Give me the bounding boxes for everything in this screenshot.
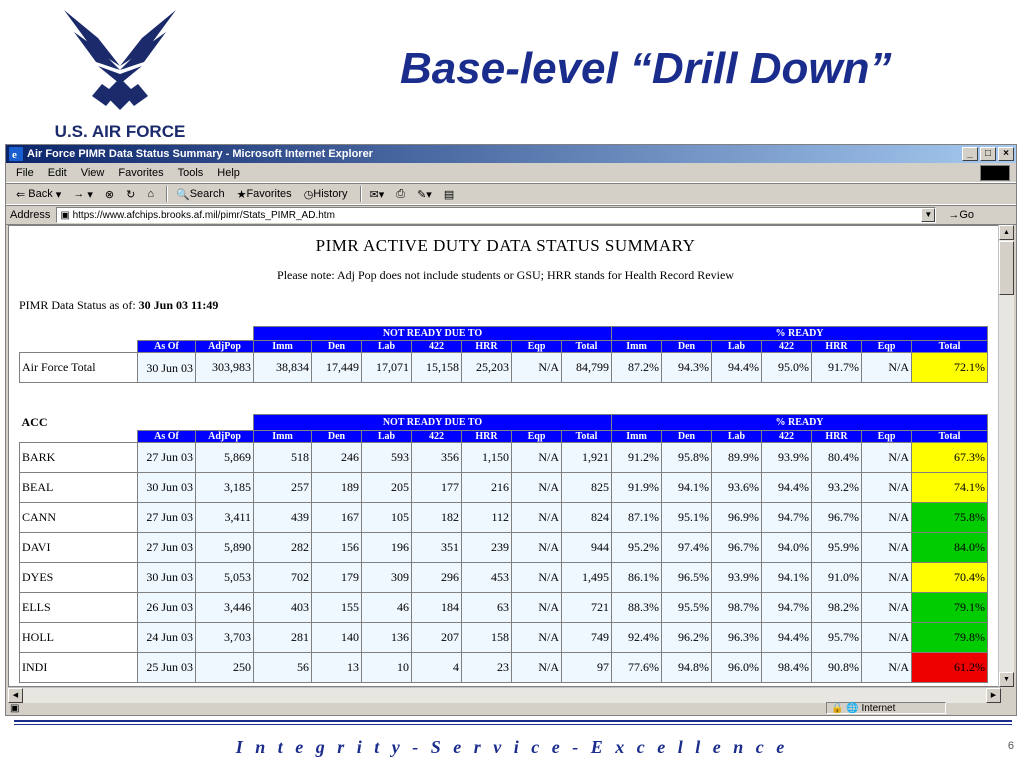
row-name: ELLS (20, 592, 138, 622)
column-header: Lab (712, 430, 762, 442)
data-cell: 96.5% (662, 562, 712, 592)
row-as-of: 25 Jun 03 (138, 652, 196, 682)
print-icon[interactable]: ⎙ (396, 187, 406, 200)
url-dropdown-icon[interactable]: ▼ (921, 208, 935, 222)
table-row (20, 652, 988, 682)
data-cell: 87.1% (612, 502, 662, 532)
data-cell: 80.4% (812, 442, 862, 472)
data-cell: 94.0% (762, 532, 812, 562)
data-cell: 189 (312, 472, 362, 502)
data-cell: 92.4% (612, 622, 662, 652)
data-cell: 46 (362, 592, 412, 622)
data-cell: 63 (462, 592, 512, 622)
table-row (20, 472, 988, 502)
data-cell: N/A (862, 592, 912, 622)
data-cell: 98.7% (712, 592, 762, 622)
data-cell: 1,150 (462, 442, 512, 472)
slide-title: Base-level “Drill Down” (400, 44, 892, 93)
data-cell: 91.9% (612, 472, 662, 502)
data-cell: 93.6% (712, 472, 762, 502)
menu-bar (6, 163, 1016, 183)
menu-help[interactable]: Help (217, 166, 240, 179)
data-cell: 944 (562, 532, 612, 562)
data-cell: 177 (412, 472, 462, 502)
header-not-ready-due-to: NOT READY DUE TO (254, 415, 612, 431)
forward-button[interactable]: → ▾ (73, 188, 93, 201)
data-cell: N/A (862, 502, 912, 532)
data-cell: 86.1% (612, 562, 662, 592)
column-header: Total (912, 341, 988, 353)
data-cell: 184 (412, 592, 462, 622)
menu-tools[interactable]: Tools (177, 166, 204, 179)
table-row (20, 562, 988, 592)
data-cell: 94.7% (762, 592, 812, 622)
data-cell: 309 (362, 562, 412, 592)
total-ready-cell: 70.4% (912, 562, 988, 592)
column-header: Lab (712, 341, 762, 353)
title-bar (6, 145, 1016, 163)
column-header: Den (662, 430, 712, 442)
total-ready-cell: 74.1% (912, 472, 988, 502)
restore-button[interactable]: □ (980, 147, 996, 161)
page-note: Please note: Adj Pop does not include students or GSU; HRR stands for Health Record Review (277, 268, 734, 282)
close-button[interactable]: × (998, 147, 1014, 161)
data-cell: N/A (512, 472, 562, 502)
data-cell: 77.6% (612, 652, 662, 682)
data-cell: 95.2% (612, 532, 662, 562)
hap-arnold-wings-icon (62, 8, 178, 112)
column-header: 422 (412, 341, 462, 353)
data-cell: N/A (862, 472, 912, 502)
data-cell: 5,869 (196, 442, 254, 472)
logo-text: U.S. AIR FORCE (54, 122, 186, 141)
data-cell: 356 (412, 442, 462, 472)
data-cell: 439 (254, 502, 312, 532)
data-cell: N/A (512, 502, 562, 532)
table-row (20, 353, 988, 383)
page-title: PIMR ACTIVE DUTY DATA STATUS SUMMARY (315, 236, 696, 255)
row-as-of: 27 Jun 03 (138, 502, 196, 532)
row-name: HOLL (20, 622, 138, 652)
scroll-right-icon[interactable]: ▶ (986, 688, 1001, 703)
page-viewport (8, 225, 1001, 687)
data-cell: 93.9% (762, 442, 812, 472)
data-cell: 825 (562, 472, 612, 502)
row-name: CANN (20, 502, 138, 532)
go-button[interactable]: →Go (948, 209, 975, 221)
column-header: Eqp (512, 430, 562, 442)
lock-icon: 🔒 (831, 702, 847, 714)
scroll-thumb[interactable] (999, 241, 1014, 295)
total-ready-cell: 72.1% (912, 353, 988, 383)
data-status-line: PIMR Data Status as of: 30 Jun 03 11:49 (19, 298, 219, 312)
column-header: Eqp (862, 341, 912, 353)
data-cell: 257 (254, 472, 312, 502)
data-cell: 91.0% (812, 562, 862, 592)
toolbar (6, 183, 1016, 205)
data-cell: 89.9% (712, 442, 762, 472)
data-cell: 93.2% (812, 472, 862, 502)
data-cell: 93.9% (712, 562, 762, 592)
column-header: Lab (362, 341, 412, 353)
browser-window (5, 144, 1017, 716)
column-header: Lab (362, 430, 412, 442)
data-cell: 94.7% (762, 502, 812, 532)
data-cell: 136 (362, 622, 412, 652)
data-cell: 1,495 (562, 562, 612, 592)
globe-icon: 🌐 (846, 702, 862, 714)
row-as-of: 30 Jun 03 (138, 562, 196, 592)
refresh-icon[interactable]: ↻ (126, 188, 136, 201)
column-header: Imm (612, 430, 662, 442)
section-label: ACC (20, 415, 254, 431)
table-row (20, 442, 988, 472)
data-cell: 167 (312, 502, 362, 532)
column-header: HRR (812, 430, 862, 442)
data-cell: 155 (312, 592, 362, 622)
data-cell: 3,703 (196, 622, 254, 652)
menu-file[interactable]: File (16, 166, 34, 179)
stop-icon[interactable]: ⊗ (104, 188, 115, 201)
data-cell: 593 (362, 442, 412, 472)
data-cell: 296 (412, 562, 462, 592)
scroll-left-icon[interactable]: ◀ (8, 688, 23, 703)
footer-rule-thin (14, 724, 1012, 725)
data-cell: 96.9% (712, 502, 762, 532)
data-cell: 96.3% (712, 622, 762, 652)
column-header: HRR (462, 341, 512, 353)
data-cell: 94.1% (662, 472, 712, 502)
usaf-logo (40, 8, 200, 141)
data-cell: 721 (562, 592, 612, 622)
data-cell: 94.1% (762, 562, 812, 592)
data-cell: N/A (512, 562, 562, 592)
data-cell: 95.9% (812, 532, 862, 562)
data-cell: 95.5% (662, 592, 712, 622)
data-cell: 94.4% (762, 472, 812, 502)
column-header: 422 (412, 430, 462, 442)
column-header: AdjPop (196, 430, 254, 442)
address-bar (6, 205, 1016, 225)
header-not-ready-due-to: NOT READY DUE TO (254, 327, 612, 341)
column-header: Imm (612, 341, 662, 353)
url-text: https://www.afchips.brooks.af.mil/pimr/Stats_PIMR_AD.htm (72, 209, 335, 221)
header-pct-ready: % READY (612, 415, 988, 431)
data-cell: N/A (512, 652, 562, 682)
row-as-of: 24 Jun 03 (138, 622, 196, 652)
data-cell: 518 (254, 442, 312, 472)
menu-view[interactable]: View (80, 166, 105, 179)
data-cell: 158 (462, 622, 512, 652)
data-cell: 182 (412, 502, 462, 532)
minimize-button[interactable]: _ (962, 147, 978, 161)
data-cell: 3,185 (196, 472, 254, 502)
data-status-date: 30 Jun 03 11:49 (138, 298, 219, 312)
column-header: Den (662, 341, 712, 353)
menu-edit[interactable]: Edit (47, 166, 67, 179)
data-cell: 216 (462, 472, 512, 502)
data-cell: 97 (562, 652, 612, 682)
data-cell: N/A (862, 532, 912, 562)
air-force-total-table (19, 326, 988, 383)
column-header: HRR (812, 341, 862, 353)
data-cell: 23 (462, 652, 512, 682)
data-cell: 179 (312, 562, 362, 592)
total-ready-cell: 75.8% (912, 502, 988, 532)
column-header: As Of (138, 430, 196, 442)
windows-logo-throbber (980, 165, 1010, 181)
data-cell: 17,071 (362, 353, 412, 383)
discuss-icon[interactable]: ▤ (443, 188, 455, 201)
motto: I n t e g r i t y - S e r v i c e - E x c e l l e n c e (235, 737, 789, 757)
data-cell: 196 (362, 532, 412, 562)
data-cell: 239 (462, 532, 512, 562)
data-cell: 105 (362, 502, 412, 532)
column-header: Eqp (862, 430, 912, 442)
edit-icon[interactable]: ✎▾ (417, 188, 432, 201)
address-label: Address (10, 209, 51, 221)
data-cell: N/A (512, 592, 562, 622)
column-header: Total (562, 430, 612, 442)
data-cell: 112 (462, 502, 512, 532)
data-cell: 156 (312, 532, 362, 562)
total-ready-cell: 67.3% (912, 442, 988, 472)
data-cell: 96.2% (662, 622, 712, 652)
data-cell: 98.2% (812, 592, 862, 622)
table-row (20, 622, 988, 652)
data-cell: 95.7% (812, 622, 862, 652)
data-cell: 95.1% (662, 502, 712, 532)
row-name: Air Force Total (20, 353, 138, 383)
data-cell: 13 (312, 652, 362, 682)
favorites-button[interactable]: ★ Favorites (236, 188, 292, 201)
row-as-of: 26 Jun 03 (138, 592, 196, 622)
data-cell: 403 (254, 592, 312, 622)
data-cell: 90.8% (812, 652, 862, 682)
data-cell: N/A (862, 622, 912, 652)
security-zone (826, 702, 946, 714)
table-row (20, 532, 988, 562)
row-name: DAVI (20, 532, 138, 562)
data-cell: 87.2% (612, 353, 662, 383)
scroll-up-icon[interactable]: ▲ (999, 225, 1014, 240)
data-cell: 281 (254, 622, 312, 652)
data-cell: N/A (512, 532, 562, 562)
data-cell: N/A (512, 442, 562, 472)
data-cell: N/A (862, 442, 912, 472)
column-header: Den (312, 430, 362, 442)
column-header: Eqp (512, 341, 562, 353)
row-as-of: 27 Jun 03 (138, 532, 196, 562)
total-ready-cell: 79.8% (912, 622, 988, 652)
vertical-scrollbar[interactable] (998, 225, 1014, 687)
total-ready-cell: 79.1% (912, 592, 988, 622)
home-icon[interactable]: ⌂ (147, 188, 154, 200)
column-header: 422 (762, 430, 812, 442)
data-cell: N/A (862, 353, 912, 383)
column-header: Imm (254, 430, 312, 442)
url-input[interactable] (56, 207, 936, 223)
data-cell: 95.8% (662, 442, 712, 472)
row-as-of: 30 Jun 03 (138, 353, 196, 383)
data-cell: 250 (196, 652, 254, 682)
data-cell: 205 (362, 472, 412, 502)
data-cell: 94.4% (712, 353, 762, 383)
column-header: 422 (762, 341, 812, 353)
scroll-down-icon[interactable]: ▼ (999, 672, 1014, 687)
data-cell: 88.3% (612, 592, 662, 622)
data-cell: 1,921 (562, 442, 612, 472)
data-cell: 10 (362, 652, 412, 682)
column-header: Total (912, 430, 988, 442)
svg-text:e: e (12, 149, 17, 161)
blank-header (20, 327, 254, 341)
menu-favorites[interactable]: Favorites (118, 166, 164, 179)
data-cell: 246 (312, 442, 362, 472)
data-cell: N/A (862, 652, 912, 682)
data-cell: 84,799 (562, 353, 612, 383)
row-as-of: 30 Jun 03 (138, 472, 196, 502)
header-pct-ready: % READY (612, 327, 988, 341)
data-cell: 17,449 (312, 353, 362, 383)
row-name: DYES (20, 562, 138, 592)
row-name: BARK (20, 442, 138, 472)
data-cell: 5,890 (196, 532, 254, 562)
column-header: Total (562, 341, 612, 353)
table-row (20, 502, 988, 532)
data-cell: 3,446 (196, 592, 254, 622)
data-cell: 824 (562, 502, 612, 532)
column-header: Den (312, 341, 362, 353)
row-as-of: 27 Jun 03 (138, 442, 196, 472)
column-header: Imm (254, 341, 312, 353)
data-cell: 25,203 (462, 353, 512, 383)
acc-table (19, 414, 988, 683)
slide-number: 6 (1007, 740, 1014, 752)
row-name: INDI (20, 652, 138, 682)
data-cell: 94.3% (662, 353, 712, 383)
internet-explorer-icon (9, 147, 23, 161)
data-cell: 96.0% (712, 652, 762, 682)
data-cell: 303,983 (196, 353, 254, 383)
column-header: As Of (138, 341, 196, 353)
column-header: HRR (462, 430, 512, 442)
data-cell: 3,411 (196, 502, 254, 532)
data-cell: 749 (562, 622, 612, 652)
data-cell: 94.8% (662, 652, 712, 682)
data-cell: 95.0% (762, 353, 812, 383)
data-cell: 4 (412, 652, 462, 682)
data-cell: 97.4% (662, 532, 712, 562)
data-cell: 96.7% (712, 532, 762, 562)
status-page-icon: ▣ (10, 702, 20, 714)
row-name: BEAL (20, 472, 138, 502)
search-button[interactable]: 🔍 Search (176, 188, 225, 201)
data-cell: 56 (254, 652, 312, 682)
blank-header (20, 341, 138, 353)
status-bar (6, 701, 1016, 715)
data-cell: 207 (412, 622, 462, 652)
footer-rule (14, 720, 1012, 722)
total-ready-cell: 61.2% (912, 652, 988, 682)
data-cell: N/A (862, 562, 912, 592)
data-cell: 96.7% (812, 502, 862, 532)
window-title: Air Force PIMR Data Status Summary - Microsoft Internet Explorer (27, 148, 373, 160)
column-header: AdjPop (196, 341, 254, 353)
data-cell: N/A (512, 353, 562, 383)
data-cell: 91.7% (812, 353, 862, 383)
page-icon: ▣ (60, 209, 73, 221)
data-cell: 15,158 (412, 353, 462, 383)
history-button[interactable]: ◷ History (303, 188, 348, 201)
data-cell: 351 (412, 532, 462, 562)
data-cell: 91.2% (612, 442, 662, 472)
total-ready-cell: 84.0% (912, 532, 988, 562)
table-row (20, 592, 988, 622)
data-cell: N/A (512, 622, 562, 652)
mail-icon[interactable]: ✉▾ (369, 188, 385, 201)
blank-header (20, 430, 138, 442)
data-cell: 5,053 (196, 562, 254, 592)
data-cell: 702 (254, 562, 312, 592)
data-cell: 282 (254, 532, 312, 562)
data-cell: 98.4% (762, 652, 812, 682)
back-button[interactable]: ⇐ Back ▾ (16, 188, 62, 201)
data-cell: 453 (462, 562, 512, 592)
data-cell: 94.4% (762, 622, 812, 652)
zone-label: Internet (861, 702, 896, 714)
data-cell: 38,834 (254, 353, 312, 383)
data-cell: 140 (312, 622, 362, 652)
